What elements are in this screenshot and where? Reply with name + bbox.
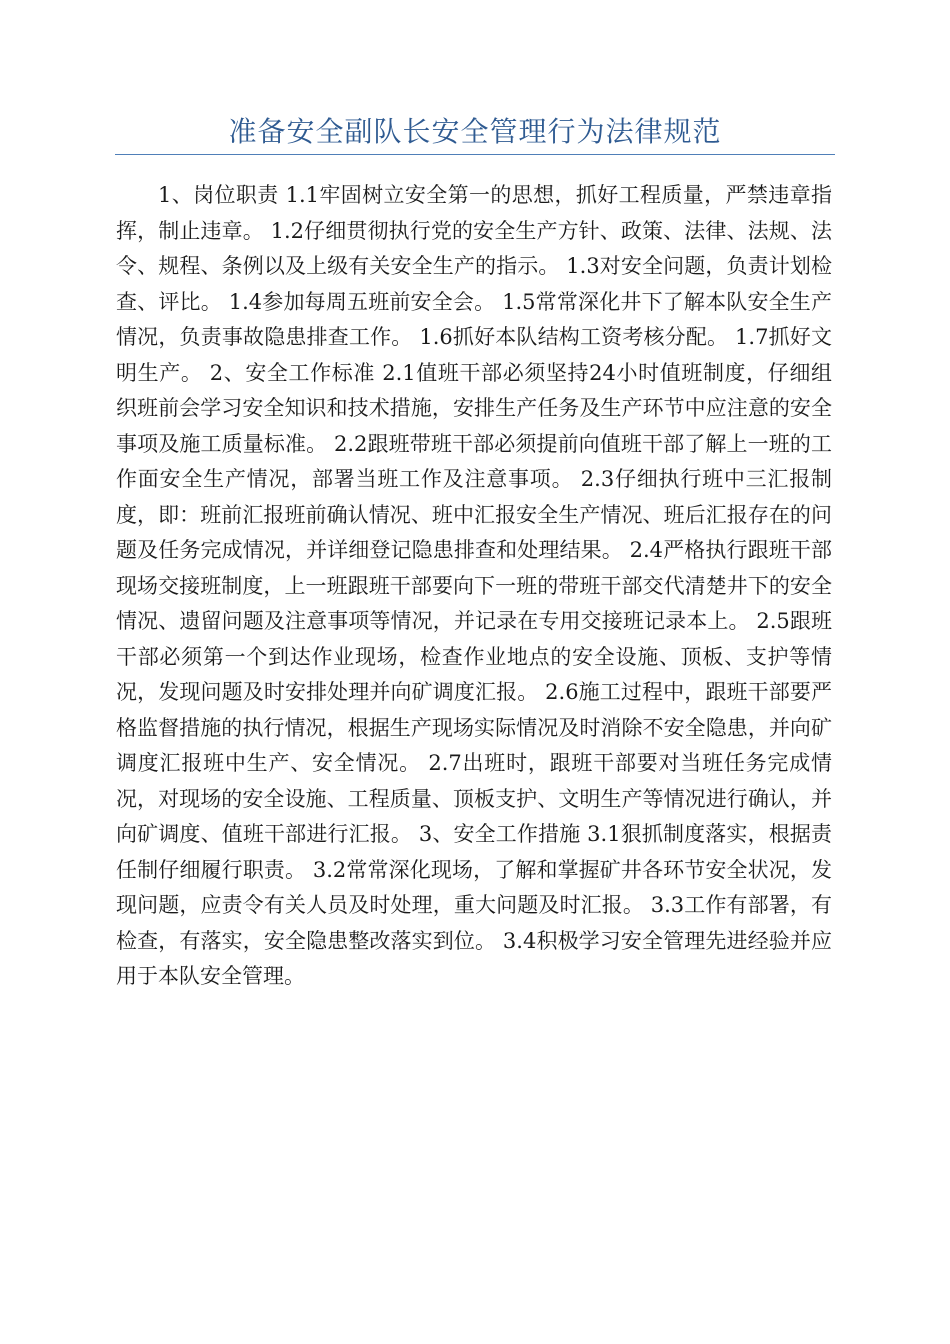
document-body-paragraph: 1、岗位职责 1.1牢固树立安全第一的思想，抓好工程质量，严禁违章指挥，制止违章。 1.2仔细贯彻执行党的安全生产方针、政策、法律、法规、法令、规程、条例以及上级有关安全生产的指示。 1.3对安全问题，负责计划检查、评比。 1.4参加每周五班前安全会。 1.5常常深化井下了解本队安全生产情况，负责事故隐患排查工作。 1.6抓好本队结构工资考核分配。 1.7抓好文明生产。 2、安全工作标准 2.1值班干部必须坚持24小时值班制度，仔细组织班前会学习安全知识和技术措施，安排生产任务及生产环节中应注意的安全事项及施工质量标准。 2.2跟班带班干部必须提前向值班干部了解上一班的工作面安全生产情况，部署当班工作及注意事项。 2.3仔细执行班中三汇报制度，即：班前汇报班前确认情况、班中汇报安全生产情况、班后汇报存在的问题及任务完成情况，并详细登记隐患排查和处理结果。 2.4严格执行跟班干部现场交接班制度，上一班跟班干部要向下一班的带班干部交代清楚井下的安全情况、遗留问题及注意事项等情况，并记录在专用交接班记录本上。 2.5跟班干部必须第一个到达作业现场，检查作业地点的安全设施、顶板、支护等情况，发现问题及时安排处理并向矿调度汇报。 2.6施工过程中，跟班干部要严格监督措施的执行情况，根据生产现场实际情况及时消除不安全隐患，并向矿调度汇报班中生产、安全情况。 2.7出班时，跟班干部要对当班任务完成情况，对现场的安全设施、工程质量、顶板支护、文明生产等情况进行确认，并向矿调度、值班干部进行汇报。 3、安全工作措施 3.1狠抓制度落实，根据责任制仔细履行职责。 3.2常常深化现场，了解和掌握矿井各环节安全状况，发现问题，应责令有关人员及时处理，重大问题及时汇报。 3.3工作有部署，有检查，有落实，安全隐患整改落实到位。 3.4积极学习安全管理先进经验并应用于本队安全管理。 (116, 183, 832, 988)
document-title: 准备安全副队长安全管理行为法律规范 (228, 115, 722, 148)
title-underline-divider (115, 154, 835, 155)
